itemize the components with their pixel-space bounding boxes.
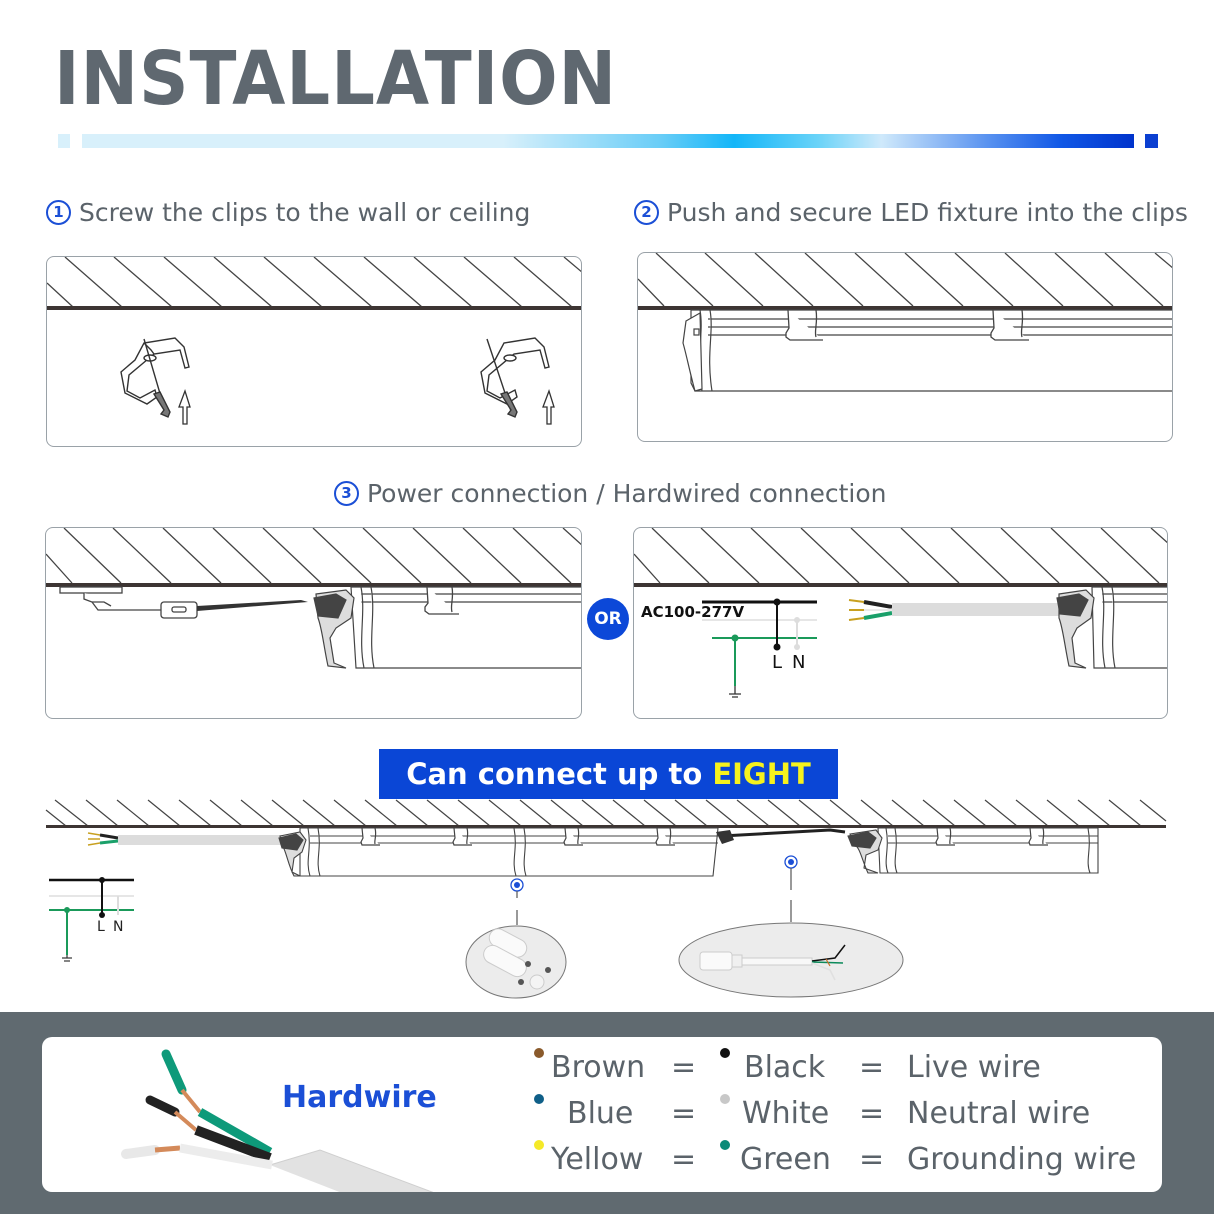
legend-equals: =	[671, 1050, 697, 1085]
legend-equals: =	[671, 1142, 697, 1177]
mounting-clip-icon	[936, 828, 1048, 845]
legend-meaning: Grounding wire	[907, 1142, 1137, 1177]
ceiling-clips-screw-diagram	[47, 257, 582, 447]
legend-color1: Blue	[567, 1096, 634, 1131]
white-dot-icon	[720, 1094, 730, 1104]
up-arrow-icon	[179, 391, 190, 424]
led-fixture-1-icon	[279, 828, 718, 876]
step-1-text: Screw the clips to the wall or ceiling	[79, 198, 531, 227]
outlet-plate-icon	[60, 587, 166, 610]
legend-color2: Green	[740, 1142, 831, 1177]
green-dot-icon	[720, 1140, 730, 1150]
mounting-clip-icon	[361, 828, 675, 845]
ground-symbol-icon	[62, 955, 72, 961]
legend-equals: =	[859, 1050, 885, 1085]
legend-equals: =	[859, 1142, 885, 1177]
callout-marker-icon	[785, 856, 797, 922]
legend-color1: Brown	[551, 1050, 646, 1085]
neutral-terminal-label: N	[792, 652, 806, 673]
mounting-clip-icon	[481, 338, 549, 417]
legend-row-neutral	[531, 1094, 1171, 1134]
plug-in-connection-panel	[45, 527, 582, 719]
brown-dot-icon	[534, 1048, 544, 1058]
plug-in-power-diagram	[46, 528, 582, 719]
inline-switch-icon	[161, 602, 197, 618]
neutral-terminal-label-small: N	[113, 919, 124, 935]
led-fixture-icon	[314, 587, 582, 668]
legend-meaning: Live wire	[907, 1050, 1041, 1085]
banner-highlight: EIGHT	[712, 757, 811, 791]
fixture-into-clips-diagram	[638, 253, 1173, 442]
live-terminal-label-small: L	[97, 919, 105, 935]
step-3-text: Power connection / Hardwired connection	[367, 479, 887, 508]
callout-marker-icon	[511, 879, 523, 925]
circled-number-1-icon: 1	[46, 200, 71, 225]
linking-cable-zoom-icon	[679, 923, 903, 997]
connect-up-to-eight-banner	[379, 749, 838, 799]
power-cable-icon	[849, 600, 1062, 620]
title-underline-right-accent	[1145, 134, 1158, 148]
led-fixture-2-icon	[848, 828, 1098, 873]
voltage-label: AC100-277V	[641, 603, 745, 621]
step-2-text: Push and secure LED fixture into the clips	[667, 198, 1188, 227]
legend-row-ground	[531, 1140, 1171, 1180]
linking-cable-icon	[722, 830, 845, 836]
led-fixture-icon	[1057, 587, 1168, 668]
legend-meaning: Neutral wire	[907, 1096, 1091, 1131]
title-underline-left-accent	[58, 134, 70, 148]
legend-color1: Yellow	[551, 1142, 644, 1177]
blue-dot-icon	[534, 1094, 544, 1104]
legend-row-live	[531, 1048, 1171, 1088]
ground-symbol-icon	[729, 686, 741, 697]
circled-number-3-icon: 3	[334, 481, 359, 506]
step-1-heading	[46, 200, 530, 225]
banner-text: Can connect up to	[406, 757, 703, 791]
step-1-illustration-panel	[46, 256, 582, 447]
black-dot-icon	[720, 1048, 730, 1058]
or-badge: OR	[587, 598, 629, 640]
hardwire-label: Hardwire	[282, 1080, 437, 1115]
title-underline-gradient-bar	[82, 134, 1134, 148]
led-fixture-icon	[683, 310, 1173, 391]
up-arrow-icon	[543, 391, 554, 424]
feed-cable-icon	[88, 833, 288, 845]
legend-color2: Black	[744, 1050, 826, 1085]
live-terminal-label: L	[772, 652, 783, 673]
page-title: INSTALLATION	[54, 36, 618, 122]
mounting-clip-icon	[121, 338, 189, 417]
legend-equals: =	[859, 1096, 885, 1131]
legend-equals: =	[671, 1096, 697, 1131]
step-3-heading	[334, 481, 886, 506]
circled-number-2-icon: 2	[634, 200, 659, 225]
hardwire-power-diagram	[634, 528, 1168, 719]
hardwired-connection-panel	[633, 527, 1168, 719]
connector-caps-zoom-icon	[466, 926, 566, 998]
step-2-illustration-panel	[637, 252, 1173, 442]
step-2-heading	[634, 200, 1188, 225]
yellow-dot-icon	[534, 1140, 544, 1150]
legend-color2: White	[742, 1096, 830, 1131]
